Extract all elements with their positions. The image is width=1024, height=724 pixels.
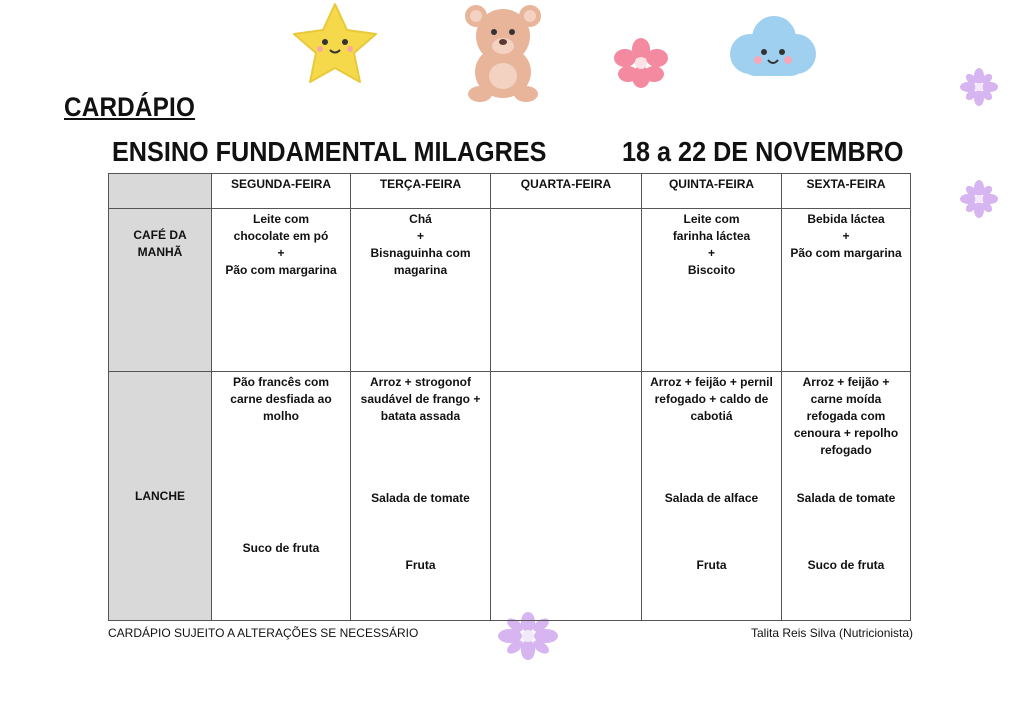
breakfast-thursday [642,209,782,372]
row-label-snack: LANCHE [109,372,212,621]
snack-wednesday [491,372,642,621]
menu-item: Arroz + feijão + pernil refogado + caldo de cabotiá [650,375,773,423]
day-header-thursday: QUINTA-FEIRA [642,174,782,209]
school-name: ENSINO FUNDAMENTAL MILAGRES [112,136,547,167]
snack-tuesday [351,372,491,621]
snack-monday [212,372,351,621]
plus-sign: + [416,229,424,243]
row-label-breakfast: CAFÉ DA MANHÃ [109,209,212,372]
menu-item: Salada de alface [664,491,759,505]
menu-item: Arroz + feijão + carne moída refogada com cenoura + repolho refogado [793,375,899,457]
breakfast-tuesday [351,209,491,372]
menu-item: Salada de tomate [796,491,896,505]
page-title: CARDÁPIO [64,92,196,122]
menu-item: Salada de tomate [371,491,470,505]
plus-sign: + [842,229,850,243]
day-header-monday: SEGUNDA-FEIRA [212,174,351,209]
menu-item: Leite com farinha láctea [672,212,751,243]
menu-item: Pão com margarina [790,246,902,260]
nutritionist-signature: Talita Reis Silva (Nutricionista) [751,626,914,640]
menu-item: Chá [409,212,432,226]
menu-item: Pão francês com carne desfiada ao molho [230,375,332,423]
plus-sign: + [707,246,715,260]
menu-table [108,173,911,621]
pink-flower-icon [612,38,670,88]
lilac-flower-icon [960,68,998,106]
breakfast-wednesday [491,209,642,372]
day-header-wednesday: QUARTA-FEIRA [491,174,642,209]
plus-sign: + [277,246,285,260]
star-icon [290,2,380,84]
menu-item: Pão com margarina [225,263,337,277]
menu-item: Bisnaguinha com magarina [370,246,471,277]
menu-item: Biscoito [687,263,736,277]
menu-item: Bebida láctea [807,212,885,226]
menu-item: Leite com chocolate em pó [233,212,329,243]
snack-row [109,372,911,621]
lilac-flower-icon [960,180,998,218]
menu-item: Suco de fruta [807,558,885,572]
snack-thursday [642,372,782,621]
breakfast-friday [782,209,911,372]
cloud-icon [724,10,820,84]
menu-item: Fruta [405,558,436,572]
header-row [109,174,911,209]
menu-item: Arroz + strogonof saudável de frango + batata assada [360,375,481,423]
menu-item: Fruta [696,558,727,572]
corner-cell [109,174,212,209]
footer-note: CARDÁPIO SUJEITO A ALTERAÇÕES SE NECESSÁRIO [108,626,419,640]
date-range: 18 a 22 DE NOVEMBRO [622,136,904,167]
menu-item: Suco de fruta [242,541,320,555]
teddy-bear-icon [458,2,548,104]
snack-friday [782,372,911,621]
breakfast-monday [212,209,351,372]
breakfast-row [109,209,911,372]
day-header-friday: SEXTA-FEIRA [782,174,911,209]
day-header-tuesday: TERÇA-FEIRA [351,174,491,209]
